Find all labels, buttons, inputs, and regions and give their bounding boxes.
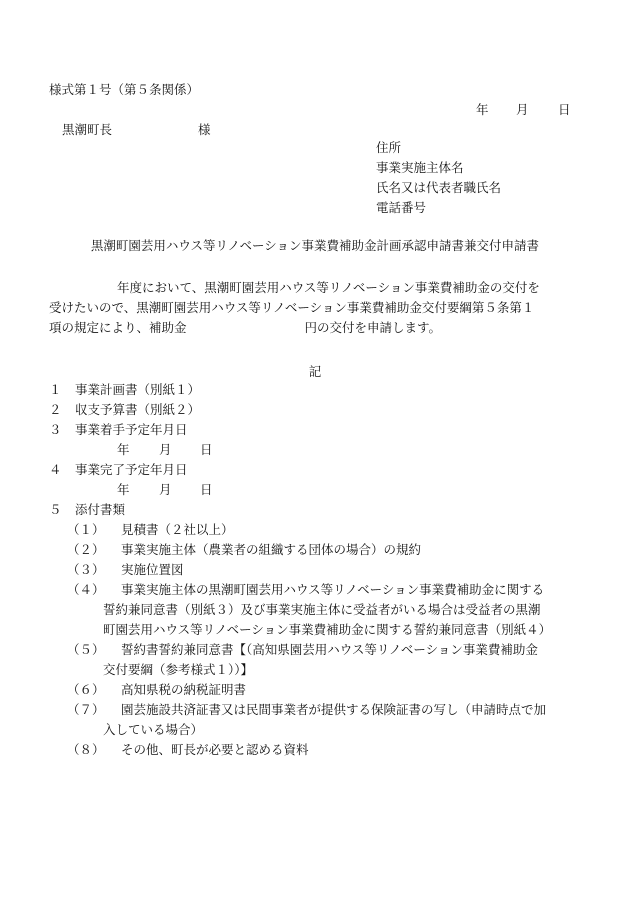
attachment-text-cont: 入している場合） bbox=[103, 722, 204, 737]
attachment-number: （３） bbox=[67, 562, 105, 577]
item-number: ５ bbox=[49, 502, 62, 517]
attachment-text-cont: 町園芸用ハウス等リノベーション事業費補助金に関する誓約兼同意書（別紙４） bbox=[103, 622, 552, 637]
attachment-text: 見積書（２社以上） bbox=[121, 522, 234, 537]
application-body bbox=[49, 278, 589, 338]
addressee-name: 黒潮町長 bbox=[62, 122, 113, 137]
item-number: ４ bbox=[49, 462, 62, 477]
attachment-text: 園芸施設共済証書又は民間事業者が提供する保険証書の写し（申請時点で加 bbox=[121, 702, 547, 717]
attachment-item bbox=[49, 740, 609, 760]
attachment-item bbox=[49, 580, 609, 640]
item-label: 事業計画書（別紙１） bbox=[75, 382, 201, 397]
addressee-honorific: 様 bbox=[198, 122, 211, 137]
applicant-fields bbox=[376, 138, 501, 218]
attachment-item bbox=[49, 640, 609, 680]
start-month-unit: 月 bbox=[159, 442, 172, 457]
attachment-text: 事業実施主体（農業者の組織する団体の場合）の規約 bbox=[121, 542, 422, 557]
items-list bbox=[49, 380, 609, 760]
end-day-unit: 日 bbox=[200, 482, 213, 497]
item-number: ２ bbox=[49, 402, 62, 417]
body-line-1: 年度において、黒潮町園芸用ハウス等リノベーション事業費補助金の交付を bbox=[117, 280, 540, 295]
item-number: ３ bbox=[49, 422, 62, 437]
attachment-number: （１） bbox=[67, 522, 105, 537]
attachment-text: 誓約書誓約兼同意書【（高知県園芸用ハウス等リノベーション事業費補助金 bbox=[121, 642, 538, 657]
item-number: １ bbox=[49, 382, 62, 397]
attachment-item bbox=[49, 700, 609, 740]
attachment-text: 高知県税の納税証明書 bbox=[121, 682, 247, 697]
applicant-phone-label: 電話番号 bbox=[376, 200, 427, 215]
date-day-unit: 日 bbox=[558, 102, 571, 117]
end-year-unit: 年 bbox=[117, 482, 130, 497]
list-item bbox=[49, 420, 609, 440]
start-date-row bbox=[49, 440, 609, 460]
attachment-number: （８） bbox=[67, 742, 105, 757]
attachment-text-cont: 交付要綱（参考様式１））】 bbox=[103, 662, 254, 677]
attachment-item bbox=[49, 680, 609, 700]
end-month-unit: 月 bbox=[159, 482, 172, 497]
body-line-3-part-2: 円の交付を申請します。 bbox=[304, 320, 442, 335]
applicant-address-label: 住所 bbox=[376, 140, 402, 155]
attachment-item bbox=[49, 540, 609, 560]
date-year-unit: 年 bbox=[476, 102, 489, 117]
attachment-text: 実施位置図 bbox=[121, 562, 184, 577]
item-label: 添付書類 bbox=[75, 502, 126, 517]
attachment-number: （２） bbox=[67, 542, 105, 557]
body-line-3-part-1: 項の規定により、補助金 bbox=[49, 320, 187, 335]
applicant-entity-label: 事業実施主体名 bbox=[376, 160, 464, 175]
attachment-item bbox=[49, 520, 609, 540]
attachment-item bbox=[49, 560, 609, 580]
start-day-unit: 日 bbox=[200, 442, 213, 457]
attachment-number: （７） bbox=[67, 702, 105, 717]
applicant-representative-label: 氏名又は代表者職氏名 bbox=[376, 180, 502, 195]
ki-heading: 記 bbox=[308, 364, 322, 379]
attachment-number: （５） bbox=[67, 642, 105, 657]
body-line-3 bbox=[49, 318, 589, 338]
list-item bbox=[49, 500, 609, 520]
item-label: 収支予算書（別紙２） bbox=[75, 402, 201, 417]
list-item bbox=[49, 400, 609, 420]
start-year-unit: 年 bbox=[117, 442, 130, 457]
list-item bbox=[49, 460, 609, 480]
item-label: 事業完了予定年月日 bbox=[75, 462, 188, 477]
body-line-2: 受けたいので、黒潮町園芸用ハウス等リノベーション事業費補助金交付要綱第５条第１ bbox=[49, 300, 535, 315]
end-date-row bbox=[49, 480, 609, 500]
attachment-number: （４） bbox=[67, 582, 105, 597]
item-label: 事業着手予定年月日 bbox=[75, 422, 188, 437]
date-month-unit: 月 bbox=[516, 102, 529, 117]
attachment-number: （６） bbox=[67, 682, 105, 697]
form-label: 様式第１号（第５条関係） bbox=[49, 82, 200, 97]
document-title: 黒潮町園芸用ハウス等リノベーション事業費補助金計画承認申請書兼交付申請書 bbox=[90, 238, 540, 253]
list-item bbox=[49, 380, 609, 400]
attachment-text: 事業実施主体の黒潮町園芸用ハウス等リノベーション事業費補助金に関する bbox=[121, 582, 545, 597]
attachment-text-cont: 誓約兼同意書（別紙３）及び事業実施主体に受益者がいる場合は受益者の黒潮 bbox=[103, 602, 541, 617]
attachment-text: その他、町長が必要と認める資料 bbox=[121, 742, 309, 757]
